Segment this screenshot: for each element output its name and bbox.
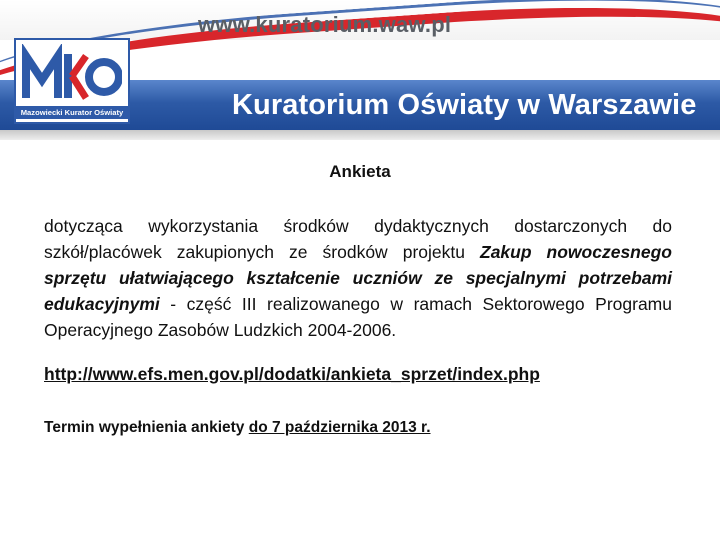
mko-logo-mark-icon bbox=[22, 44, 122, 106]
description-text-1: dotycząca wykorzystania środków dydaktycznych dostarczonych do szkół/placówek zakupionych ze środków projektu bbox=[44, 216, 672, 262]
page-heading: Ankieta bbox=[329, 162, 391, 181]
description-text-2: - część III realizowanego w ramach Sektorowego Programu Operacyjnego Zasobów Ludzkich 2004-2006. bbox=[44, 294, 672, 340]
logo-caption: Mazowiecki Kurator Oświaty bbox=[16, 106, 128, 119]
survey-link[interactable]: http://www.efs.men.gov.pl/dodatki/ankieta_sprzet/index.php bbox=[44, 364, 540, 384]
header-banner bbox=[0, 0, 720, 150]
deadline-prefix: Termin wypełnienia ankiety bbox=[44, 419, 249, 436]
site-url[interactable]: www.kuratorium.waw.pl bbox=[198, 12, 452, 37]
survey-description bbox=[44, 213, 672, 343]
mko-logo bbox=[14, 38, 130, 124]
project-name: Zakup nowoczesnego sprzętu ułatwiającego kształcenie uczniów ze specjalnymi potrzebami edukacyjnymi bbox=[44, 242, 672, 314]
deadline-line bbox=[44, 419, 431, 437]
deadline-date: do 7 października 2013 r. bbox=[248, 419, 431, 436]
banner-grey-band bbox=[0, 130, 720, 140]
institution-title: Kuratorium Oświaty w Warszawie bbox=[232, 89, 697, 121]
